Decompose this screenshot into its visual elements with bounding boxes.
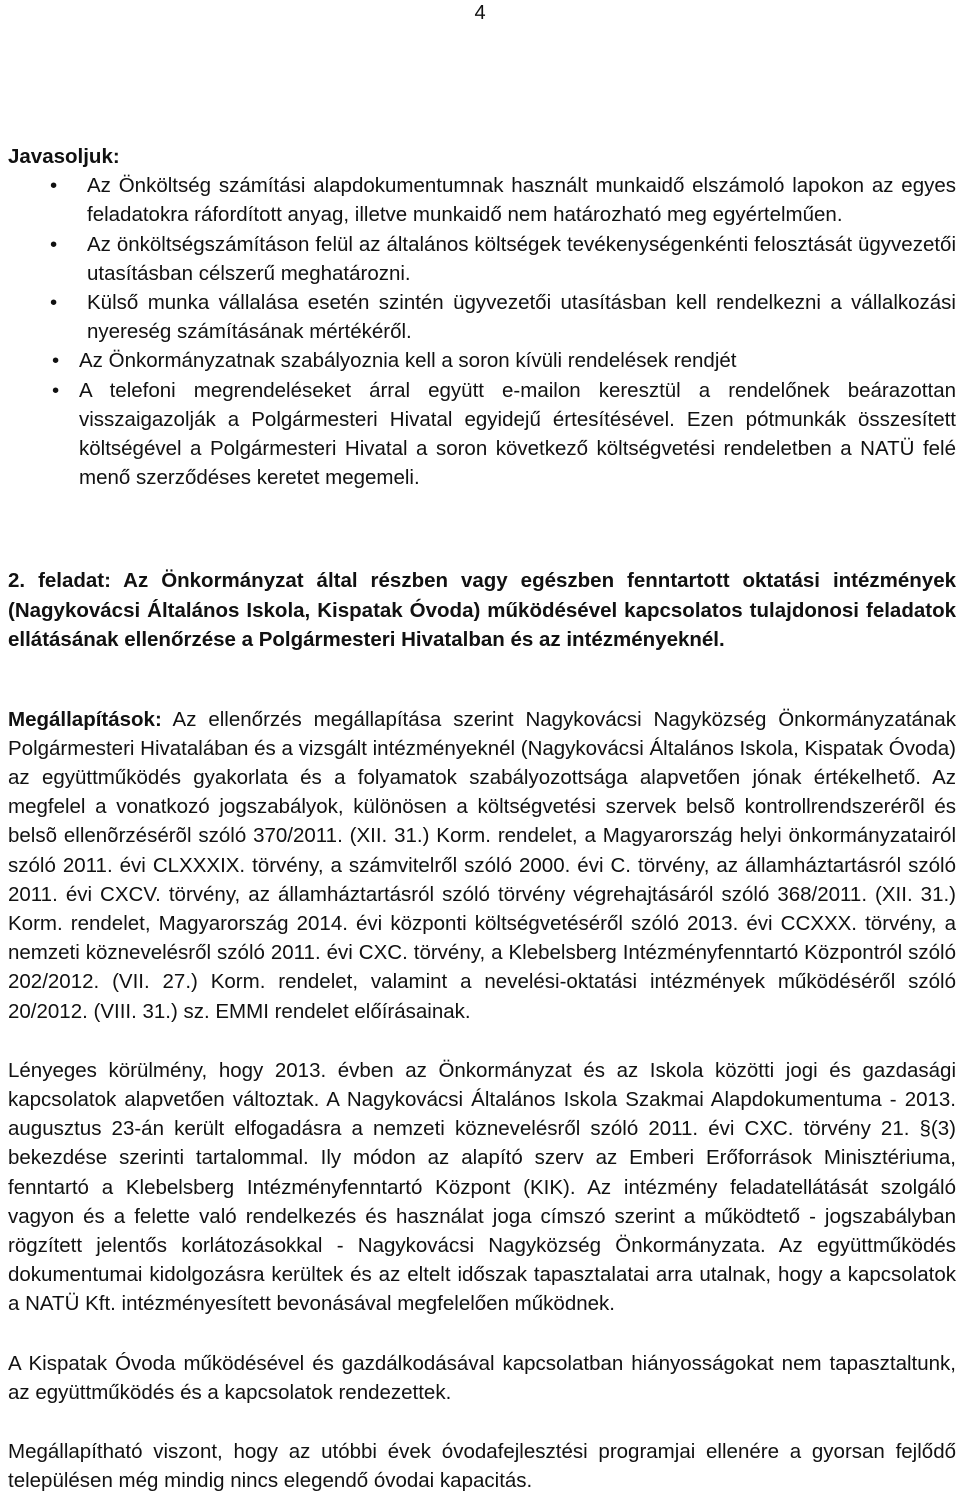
list-item: • A telefoni megrendeléseket árral együtt e-mailon keresztül a rendelőnek beárazottan visszaigazolják a Polgármesteri Hivatal egyidejű értesítésével. Ezen pótmunkák összesített költségével a Polgármesteri Hivatal a soron következő költségvetési rendeletben a NATÜ felé menő szerződéses keretet megemeli. bbox=[8, 376, 956, 493]
list-item: • Külső munka vállalása esetén szintén ügyvezetői utasításban kell rendelkezni a vállalkozási nyereség számításának mértékéről. bbox=[8, 288, 956, 346]
paragraph: Lényeges körülmény, hogy 2013. évben az Önkormányzat és az Iskola közötti jogi és gazdasági kapcsolatok alapvetően változtak. A Nagykovácsi Általános Iskola Szakmai Alapdokumentuma - 2013. augusztus 23-án került elfogadásra a nemzeti köznevelésről szóló 2011. évi CXC. törvény 21. §(3) bekezdése szerinti tartalommal. Ily módon az alapító szerv az Emberi Erőforrások Minisztériuma, fenntartó a Klebelsberg Intézményfenntartó Központ (KIK). Az intézmény feladatellátását szolgáló vagyon és a felette való rendelkezés és használat joga címszó szerint a működtető - jogszabályban rögzített jelentős korlátozásokkal - Nagykovácsi Nagyközség Önkormányzata. Az együttműködés dokumentumai kidolgozásra kerültek és az eltelt időszak tapasztalatai arra utalnak, hogy a kapcsolatok a NATÜ Kft. intézményesített bevonásával megfelelően működnek. bbox=[8, 1058, 956, 1316]
paragraph: Megállapítható viszont, hogy az utóbbi évek óvodafejlesztési programjai ellenére a gyorsan fejlődő településen még mindig nincs elegendő óvodai kapacitás. bbox=[8, 1440, 956, 1493]
document-body bbox=[8, 142, 956, 1495]
list-item: • Az Önköltség számítási alapdokumentumnak használt munkaidő elszámoló lapokon az egyes feladatokra ráfordított anyag, illetve munkaidő nem határozható meg egyértelműen. bbox=[8, 171, 956, 229]
page-number: 4 bbox=[474, 2, 486, 24]
findings-text: Az ellenőrzés megállapítása szerint Nagykovácsi Nagyközség Önkormányzatának Polgármesteri Hivatalában és a vizsgált intézményeknél (Nagykovácsi Általános Iskola, Kispatak Óvoda) az együttműködés gyakorlata és a folyamatok szabályozottsága alapvetően jónak értékelhető. Az megfelel a vonatkozó jogszabályok, különösen a költségvetési szervek belsõ kontrollrendszerérõl és belsõ ellenõrzésérõl szóló 370/2011. (XII. 31.) Korm. rendelet, a Magyarország helyi önkormányzatairól szóló 2011. évi CLXXXIX. törvény, a számvitelről szóló 2000. évi C. törvény, az államháztartásról szóló 2011. évi CXCV. törvény, az államháztartásról szóló törvény végrehajtásáról szóló 368/2011. (XII. 31.) Korm. rendelet, Magyarország 2014. évi központi költségvetéséről szóló 2013. évi CCXXX. törvény, a nemzeti köznevelésről szóló 2011. évi CXC. törvény, a Klebelsberg Intézményfenntartó Központról szóló 202/2012. (VII. 27.) Korm. rendelet, valamint a nevelési-oktatási intézmények működéséről szóló 20/2012. (VIII. 31.) sz. EMMI rendelet előírásainak. bbox=[8, 707, 957, 1023]
recommend-list bbox=[8, 171, 956, 492]
findings-paragraph bbox=[8, 705, 956, 1026]
recommend-heading: Javasoljuk: bbox=[8, 145, 120, 168]
list-item: • Az önköltségszámításon felül az általános költségek tevékenységenkénti felosztását ügyvezetői utasításban célszerű meghatározni. bbox=[8, 230, 956, 288]
paragraph: A Kispatak Óvoda működésével és gazdálkodásával kapcsolatban hiányosságokat nem tapasztaltunk, az együttműködés és a kapcsolatok rendezettek. bbox=[8, 1351, 956, 1404]
list-item: • Az Önkormányzatnak szabályoznia kell a soron kívüli rendelések rendjét bbox=[8, 346, 956, 375]
task-title: 2. feladat: Az Önkormányzat által részben vagy egészben fenntartott oktatási intézmények (Nagykovácsi Általános Iskola, Kispatak Óvoda) működésével kapcsolatos tulajdonosi feladatok ellátásának ellenőrzése a Polgármesteri Hivatalban és az intézményeknél. bbox=[8, 569, 956, 651]
findings-label: Megállapítások: bbox=[8, 707, 162, 731]
